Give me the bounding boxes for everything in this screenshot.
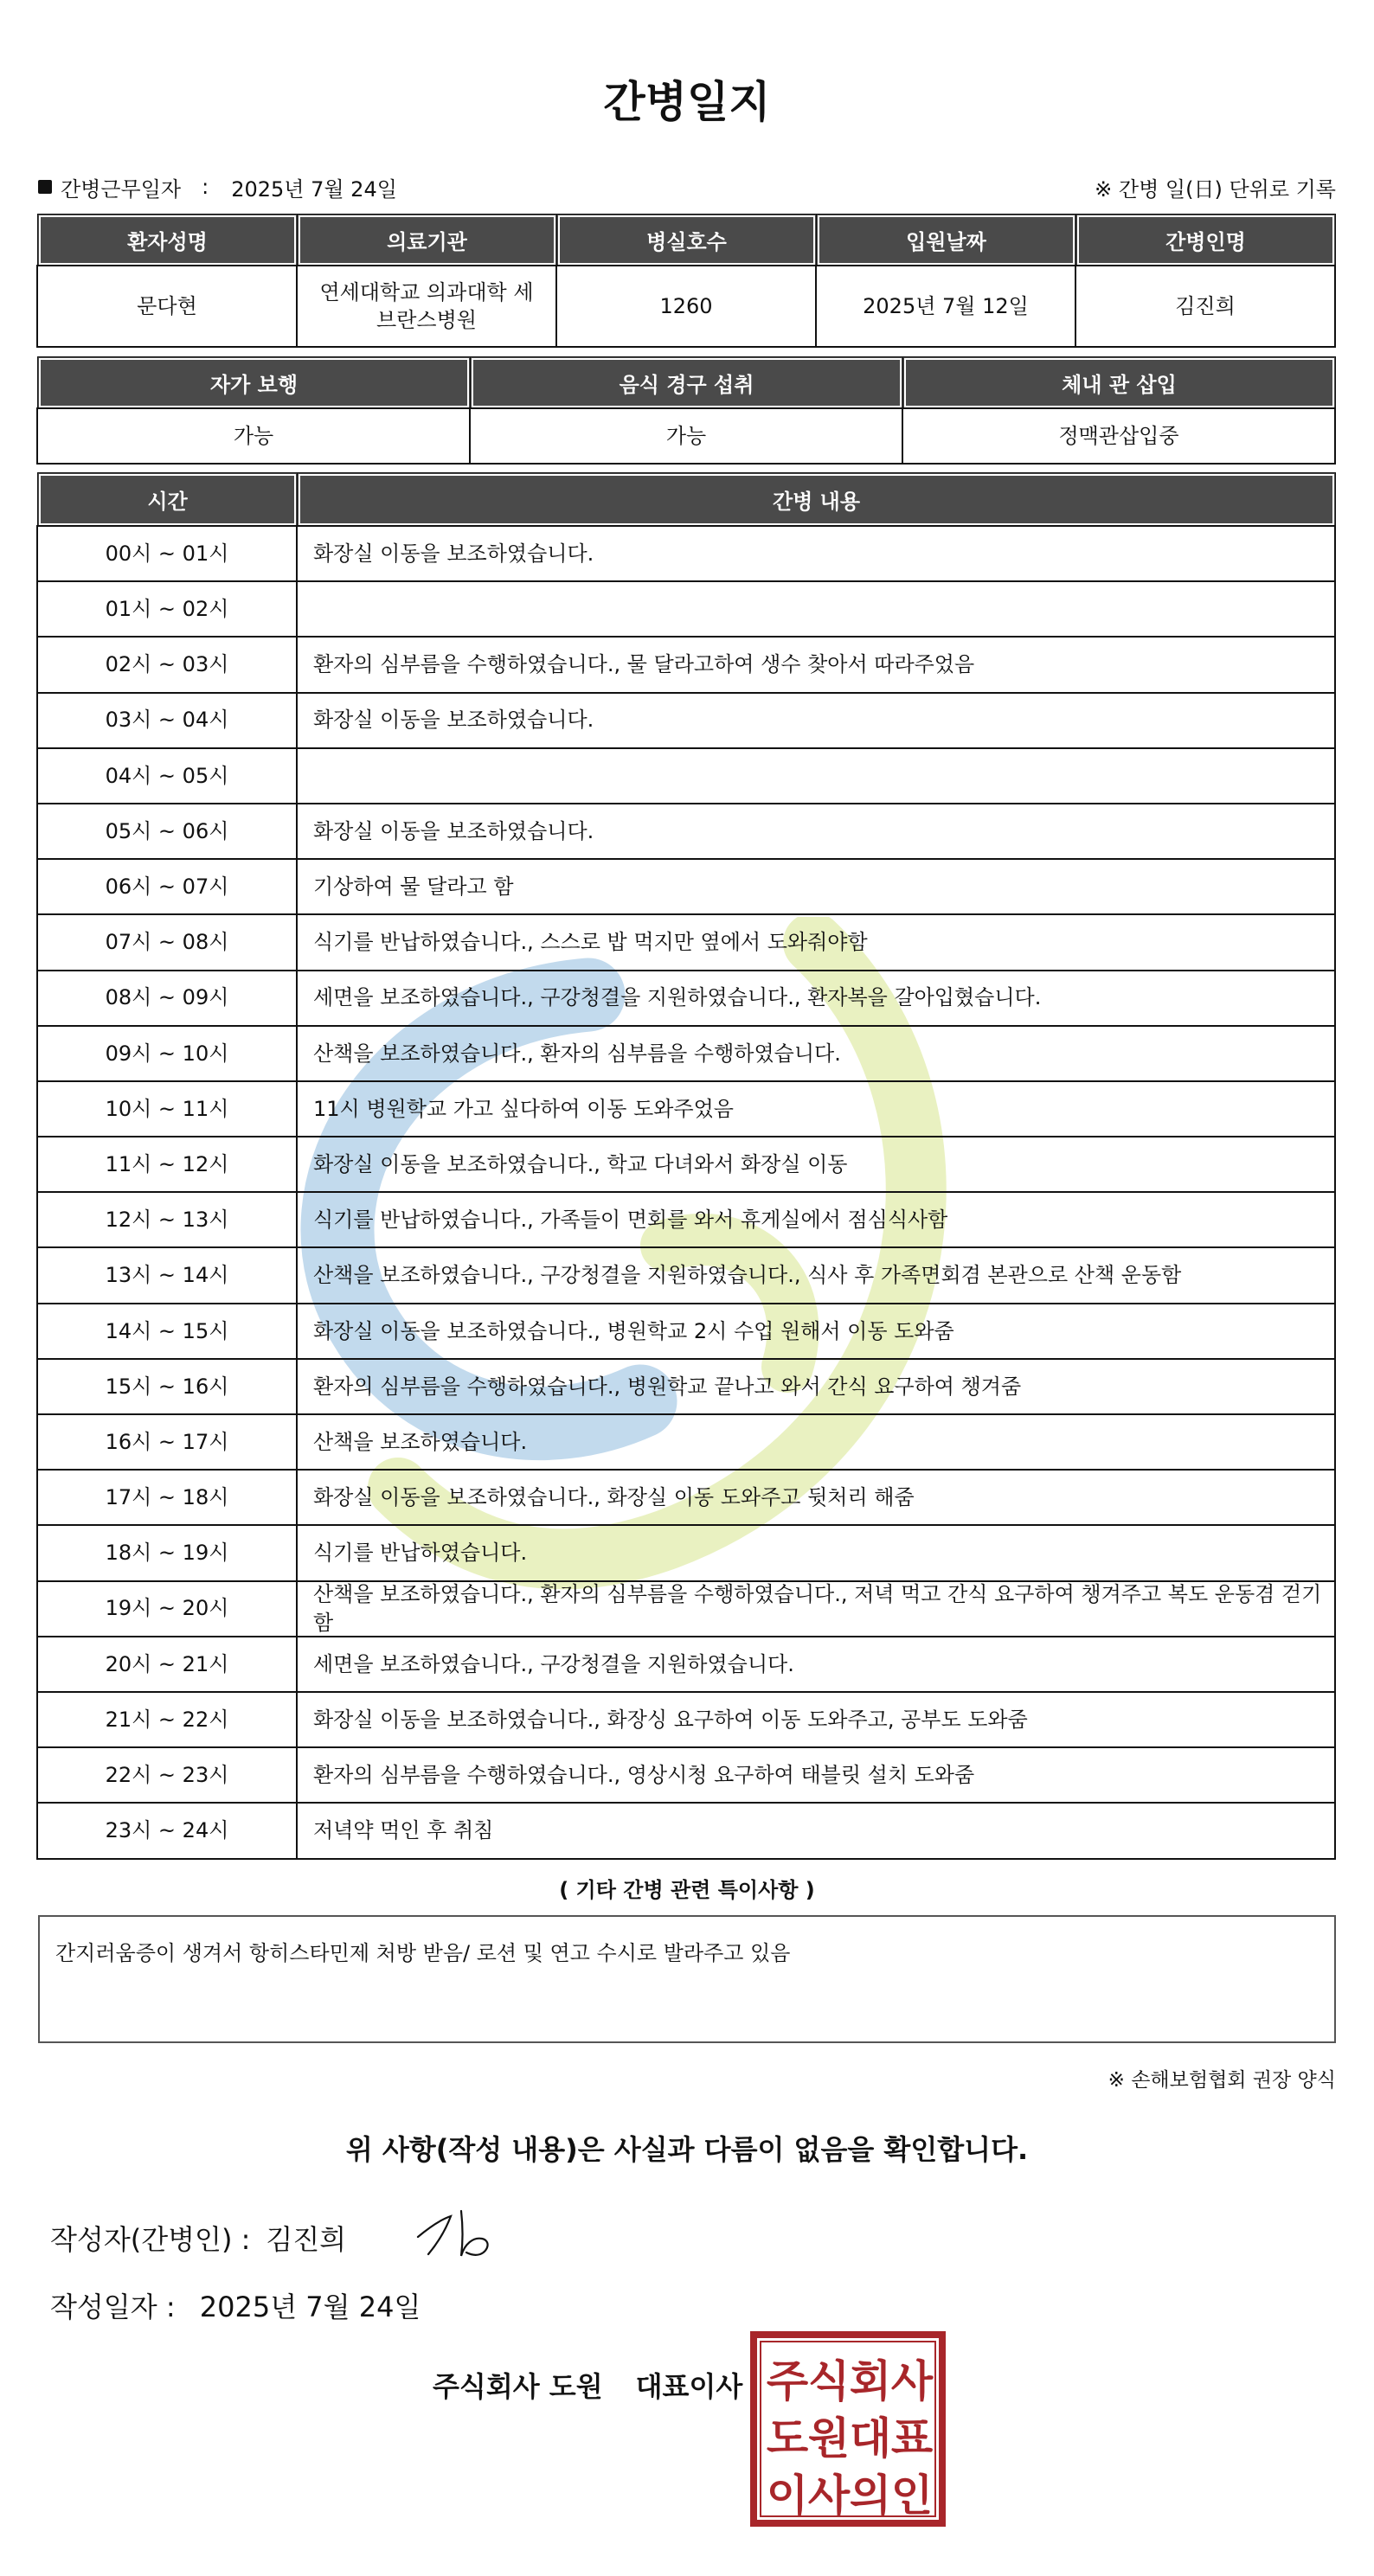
seal-glyph: 사 [807,2470,851,2521]
seal-glyph: 원 [807,2413,851,2464]
signer-label: 작성자(간병인) : [50,2223,251,2256]
schedule-content-cell: 화장실 이동을 보조하였습니다., 화장싱 요구하여 이동 도와주고, 공부도 도와줌 [296,1691,1336,1748]
written-date-label: 작성일자 : [50,2291,176,2323]
schedule-content-cell: 식기를 반납하였습니다. [296,1524,1336,1581]
schedule-content-cell: 화장실 이동을 보조하였습니다. [296,525,1336,582]
status-info-header: 음식 경구 섭취 [470,356,903,409]
written-date-row [50,2285,421,2325]
schedule-time-cell: 04시 ~ 05시 [36,747,298,804]
seal-glyph: 사 [890,2356,934,2406]
record-unit-note: ※ 간병 일(日) 단위로 기록 [1095,176,1336,202]
schedule-time-cell: 06시 ~ 07시 [36,858,298,915]
schedule-content-cell: 식기를 반납하였습니다., 가족들이 면회를 와서 휴게실에서 점심식사함 [296,1191,1336,1248]
form-source-note: ※ 손해보험협회 권장 양식 [1108,2069,1336,2092]
bullet-square-icon [38,180,52,194]
company-signature [433,2365,742,2405]
care-date-label: 간병근무일자 [61,176,182,202]
seal-glyph: 주 [766,2356,809,2406]
schedule-content-cell: 세면을 보조하였습니다., 구강청결을 지원하였습니다., 환자복을 갈아입혔습니다. [296,970,1336,1027]
patient-info-header: 입원날짜 [816,214,1076,266]
schedule-content-cell: 세면을 보조하였습니다., 구강청결을 지원하였습니다. [296,1636,1336,1693]
oral-intake-cell: 가능 [469,407,903,465]
status-info-header: 자가 보행 [37,356,471,409]
schedule-time-cell: 10시 ~ 11시 [36,1080,298,1137]
schedule-content-cell: 산책을 보조하였습니다., 구강청결을 지원하였습니다., 식사 후 가족면회겸 본관으로 산책 운동함 [296,1246,1336,1304]
hospital-cell: 연세대학교 의과대학 세브란스병원 [296,265,557,348]
schedule-time-cell: 07시 ~ 08시 [36,913,298,971]
schedule-time-cell: 23시 ~ 24시 [36,1802,298,1859]
schedule-content-cell [296,747,1336,804]
seal-glyph: 인 [890,2470,934,2521]
patient-name-cell: 문다현 [36,265,298,348]
schedule-content-cell: 화장실 이동을 보조하였습니다., 병원학교 2시 수업 원해서 이동 도와줌 [296,1303,1336,1360]
company-representative-title: 대표이사 [635,2370,743,2403]
walking-status-cell: 가능 [36,407,471,465]
seal-glyph: 이 [766,2470,809,2521]
schedule-content-cell: 산책을 보조하였습니다., 환자의 심부름을 수행하였습니다., 저녁 먹고 간식 요구하여 챙겨주고 복도 운동겸 걷기함 [296,1580,1336,1637]
schedule-time-cell: 09시 ~ 10시 [36,1025,298,1082]
schedule-content-cell [296,580,1336,638]
schedule-time-cell: 14시 ~ 15시 [36,1303,298,1360]
page-title: 간병일지 [603,77,771,127]
schedule-content-cell: 환자의 심부름을 수행하였습니다., 병원학교 끝나고 와서 간식 요구하여 챙겨줌 [296,1358,1336,1415]
seal-glyph: 회 [849,2356,892,2406]
seal-glyph: 식 [807,2356,851,2406]
seal-glyph: 대 [849,2413,892,2464]
schedule-time-cell: 16시 ~ 17시 [36,1413,298,1471]
schedule-content-cell: 산책을 보조하였습니다., 환자의 심부름을 수행하였습니다. [296,1025,1336,1082]
seal-glyph: 의 [849,2470,892,2521]
status-info-header: 체내 관 삽입 [902,356,1336,409]
care-schedule-table [38,473,1336,1860]
schedule-content-cell: 산책을 보조하였습니다. [296,1413,1336,1471]
confirmation-statement: 위 사항(작성 내용)은 사실과 다름이 없음을 확인합니다. [345,2133,1029,2166]
tube-insertion-cell: 정맥관삽입중 [902,407,1336,465]
company-seal-icon [749,2330,947,2528]
schedule-time-cell: 08시 ~ 09시 [36,970,298,1027]
notes-box: 간지러움증이 생겨서 항히스타민제 처방 받음/ 로션 및 연고 수시로 발라주고 있음 [38,1915,1336,2043]
schedule-content-cell: 식기를 반납하였습니다., 스스로 밥 먹지만 옆에서 도와줘야함 [296,913,1336,971]
schedule-content-cell: 화장실 이동을 보조하였습니다. [296,692,1336,749]
signature-icon [411,2204,506,2265]
schedule-content-cell: 환자의 심부름을 수행하였습니다., 영상시청 요구하여 태블릿 설치 도와줌 [296,1746,1336,1804]
meta-row [38,171,1336,202]
schedule-content-cell: 저녁약 먹인 후 취침 [296,1802,1336,1859]
written-date-value: 2025년 7월 24일 [199,2291,421,2323]
company-name: 주식회사 도원 [433,2370,603,2403]
signer-name: 김진희 [266,2223,347,2256]
schedule-time-cell: 05시 ~ 06시 [36,803,298,860]
schedule-header-content: 간병 내용 [297,472,1336,527]
schedule-time-cell: 20시 ~ 21시 [36,1636,298,1693]
schedule-content-cell: 환자의 심부름을 수행하였습니다., 물 달라고하여 생수 찾아서 따라주었음 [296,636,1336,693]
schedule-time-cell: 03시 ~ 04시 [36,692,298,749]
patient-info-header: 의료기관 [297,214,557,266]
schedule-time-cell: 19시 ~ 20시 [36,1580,298,1637]
care-date-value: 2025년 7월 24일 [231,176,397,202]
patient-info-header: 간병인명 [1075,214,1336,266]
notes-title: ( 기타 간병 관련 특이사항 ) [559,1878,815,1902]
schedule-time-cell: 11시 ~ 12시 [36,1136,298,1193]
patient-info-table [38,215,1336,348]
admission-date-cell: 2025년 7월 12일 [815,265,1076,348]
status-info-table [38,357,1336,465]
schedule-time-cell: 22시 ~ 23시 [36,1746,298,1804]
schedule-time-cell: 15시 ~ 16시 [36,1358,298,1415]
schedule-time-cell: 02시 ~ 03시 [36,636,298,693]
care-date-colon: : [202,175,209,199]
schedule-content-cell: 화장실 이동을 보조하였습니다., 화장실 이동 도와주고 뒷처리 해줌 [296,1469,1336,1526]
signer-row [50,2218,346,2258]
schedule-time-cell: 12시 ~ 13시 [36,1191,298,1248]
schedule-content-cell: 기상하여 물 달라고 함 [296,858,1336,915]
room-number-cell: 1260 [555,265,817,348]
schedule-time-cell: 17시 ~ 18시 [36,1469,298,1526]
schedule-content-cell: 화장실 이동을 보조하였습니다. [296,803,1336,860]
patient-info-header: 병실호수 [556,214,817,266]
seal-glyph: 도 [766,2413,809,2464]
schedule-time-cell: 01시 ~ 02시 [36,580,298,638]
schedule-time-cell: 00시 ~ 01시 [36,525,298,582]
patient-info-header: 환자성명 [37,214,298,266]
seal-glyph: 표 [890,2413,934,2464]
schedule-time-cell: 13시 ~ 14시 [36,1246,298,1304]
schedule-time-cell: 18시 ~ 19시 [36,1524,298,1581]
schedule-time-cell: 21시 ~ 22시 [36,1691,298,1748]
schedule-content-cell: 화장실 이동을 보조하였습니다., 학교 다녀와서 화장실 이동 [296,1136,1336,1193]
caregiver-name-cell: 김진희 [1075,265,1336,348]
schedule-header-time: 시간 [37,472,298,527]
schedule-content-cell: 11시 병원학교 가고 싶다하여 이동 도와주었음 [296,1080,1336,1137]
